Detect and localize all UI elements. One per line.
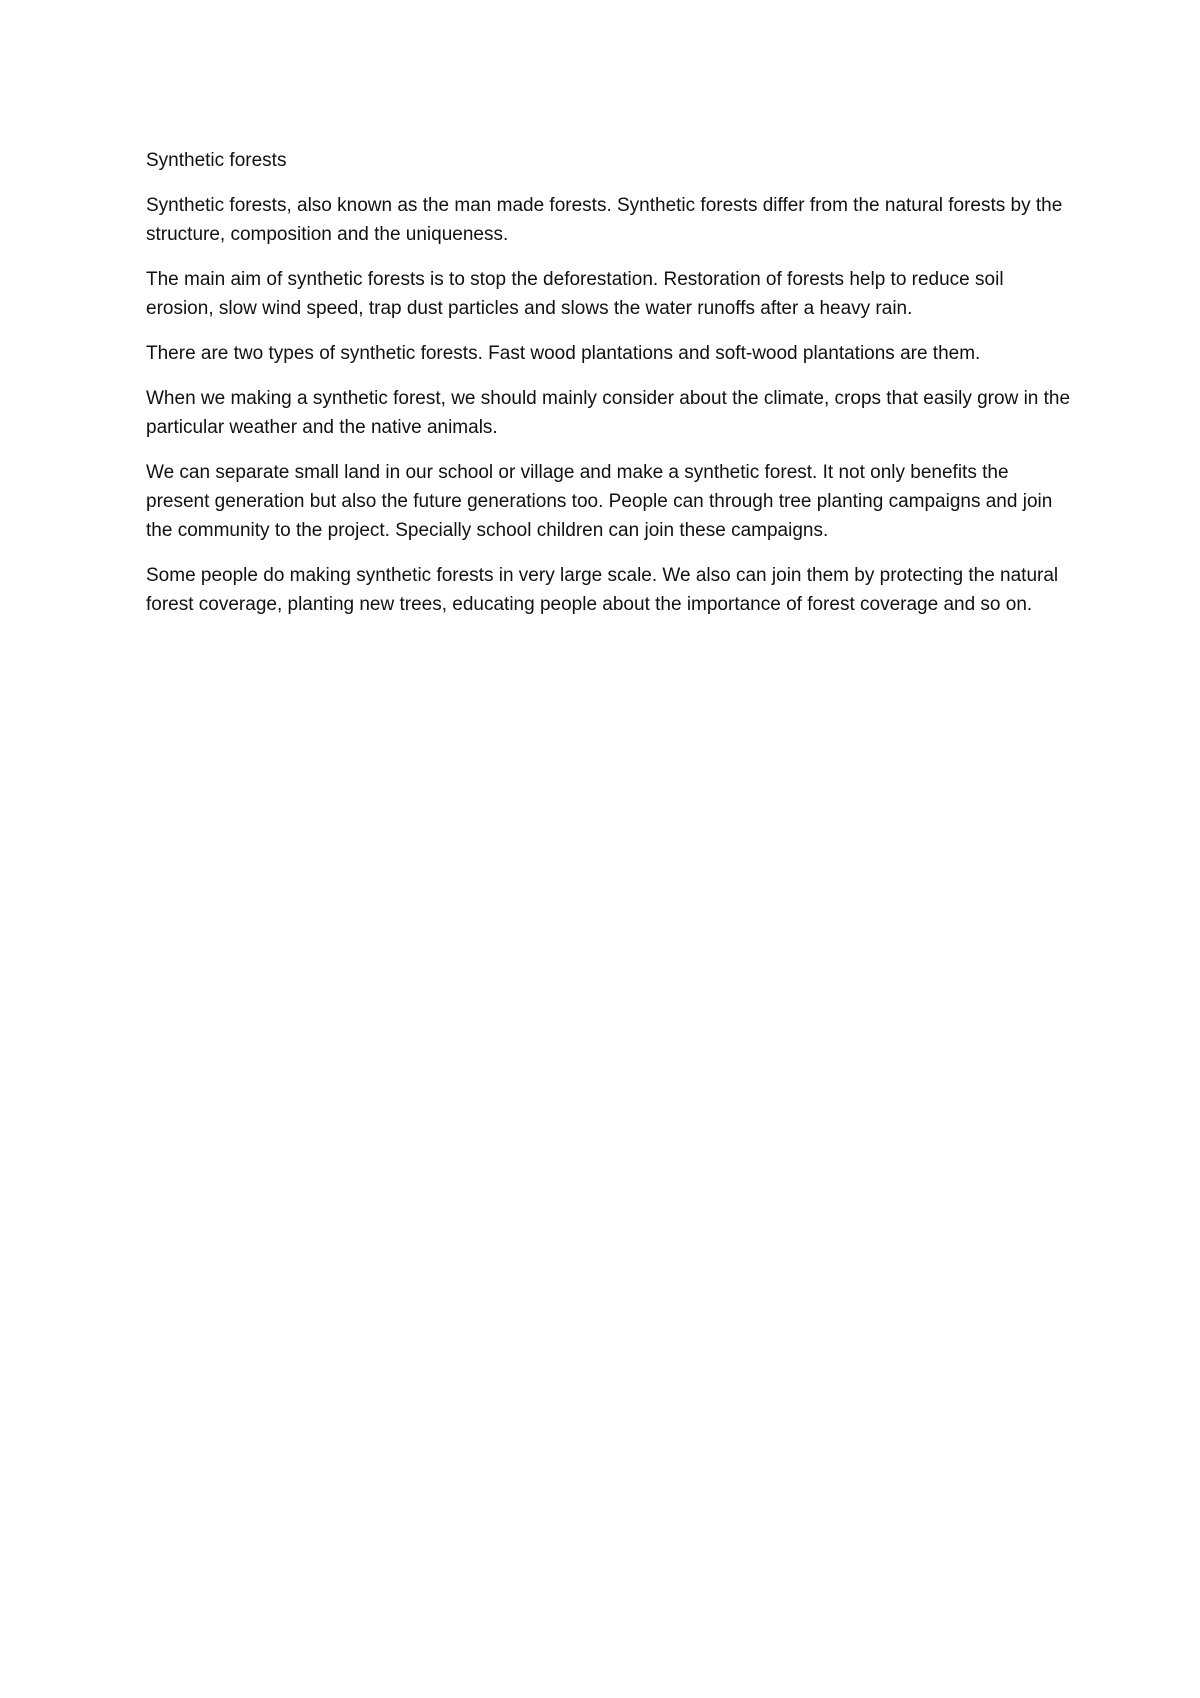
paragraph-considerations: When we making a synthetic forest, we should mainly consider about the climate, crops that easily grow in the particular weather and the native animals. [146,388,1071,438]
paragraph-community: We can separate small land in our school or village and make a synthetic forest. It not only benefits the present generation but also the future generations too. People can through tree planting campaigns and join the community to the project. Specially school children can join these campaigns. [146,462,1053,541]
document-body [146,146,1076,619]
paragraph-large-scale: Some people do making synthetic forests in very large scale. We also can join them by protecting the natural forest coverage, planting new trees, educating people about the importance of forest coverage and so on. [146,565,1059,615]
paragraph-types: There are two types of synthetic forests. Fast wood plantations and soft-wood plantations are them. [146,343,981,364]
paragraph-aim: The main aim of synthetic forests is to stop the deforestation. Restoration of forests help to reduce soil erosion, slow wind speed, trap dust particles and slows the water runoffs after a heavy rain. [146,269,1004,319]
document-title: Synthetic forests [146,150,287,171]
paragraph-intro: Synthetic forests, also known as the man made forests. Synthetic forests differ from the natural forests by the structure, composition and the uniqueness. [146,195,1063,245]
